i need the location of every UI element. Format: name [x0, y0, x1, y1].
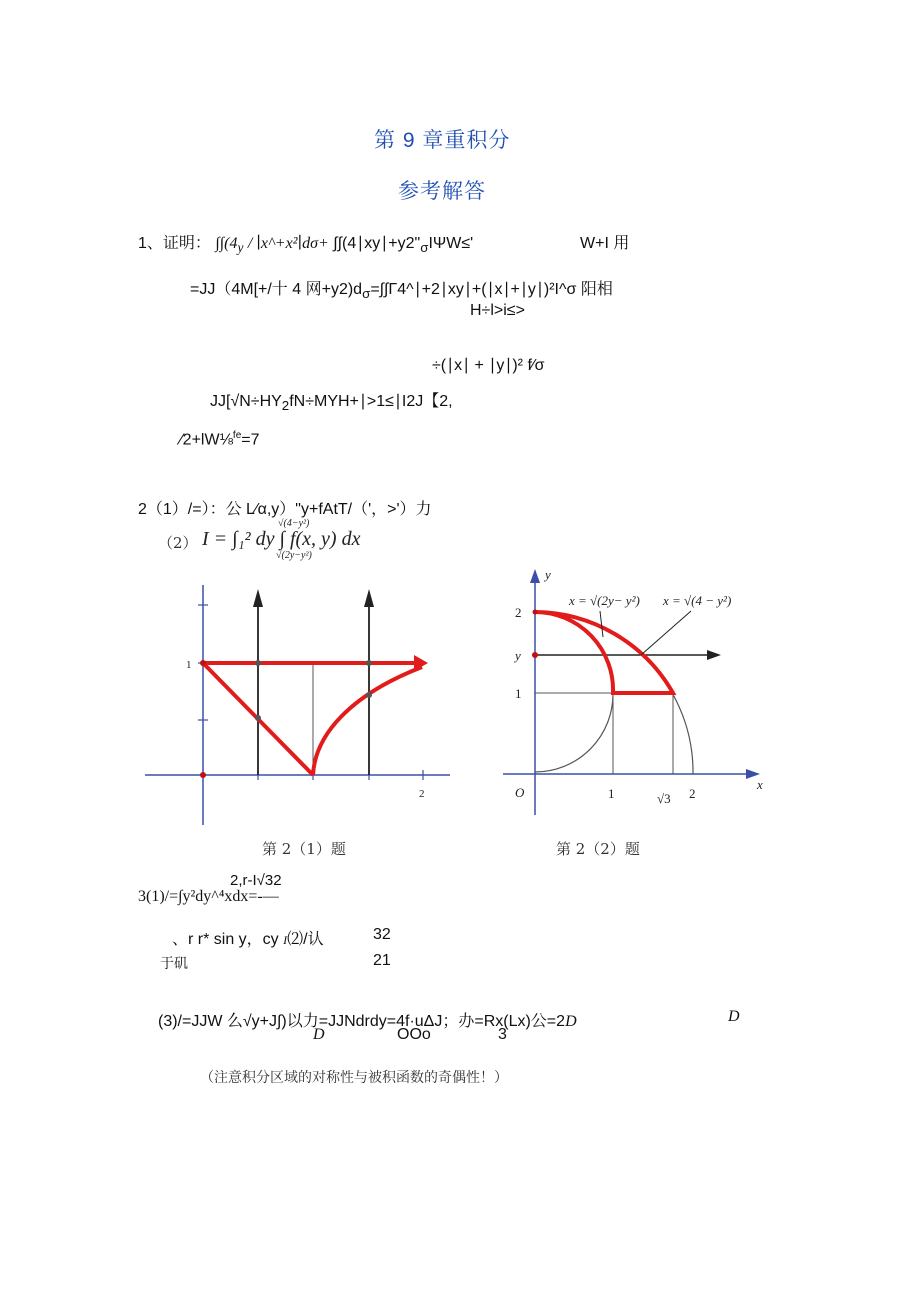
- problem1-number: 1、证明：: [138, 235, 211, 252]
- problem3-line5-ooo: OOo: [397, 1026, 431, 1043]
- fig2-axis-label-x: x: [757, 777, 763, 792]
- problem3-line5-D: D: [313, 1026, 325, 1043]
- fig1-arrow-head-left: [253, 589, 263, 607]
- fig2-pointer-2: [641, 611, 691, 655]
- fig2-y-axis-arrow: [530, 569, 540, 583]
- fig2-tick-x-sqrt3: √3: [657, 791, 671, 806]
- problem1-line6-b: =7: [241, 431, 260, 449]
- problem3-line3: 于矶: [160, 955, 188, 971]
- fig2-red-region: [535, 612, 673, 693]
- problem3-line2: [172, 926, 324, 949]
- fig1-dot: [366, 692, 372, 698]
- fig1-dot: [255, 715, 261, 721]
- problem3-line2-b: I: [283, 933, 288, 947]
- problem3-line5-3: 3: [498, 1026, 507, 1043]
- figure-2-1: [130, 575, 460, 835]
- fig1-arrow-head-right: [364, 589, 374, 607]
- fig2-tick-y-1: 1: [515, 686, 522, 701]
- fig1-tick-label-y1: 1: [186, 659, 192, 671]
- chapter-title: 第 9 章重积分: [374, 129, 511, 152]
- problem1-line3: H÷l>i≤>: [470, 302, 525, 319]
- problem3-line3-num: 21: [373, 952, 391, 969]
- fig1-dot: [366, 660, 372, 666]
- problem2-line2-label: （2）: [158, 534, 198, 552]
- problem2-formula-upper: √(4−y²): [278, 518, 310, 529]
- problem1-integral-a: ∫∫(4: [215, 235, 238, 252]
- problem3-note: （注意积分区域的对称性与被积函数的奇偶性！）: [200, 1070, 508, 1086]
- fig2-tick-x-2: 2: [689, 786, 696, 801]
- problem1-line5-b: fN÷MYH+∣>1≤∣I2J【2,: [289, 393, 453, 410]
- fig2-tick-y-2: 2: [515, 605, 522, 620]
- problem1-line6-sup: fe: [232, 430, 242, 441]
- problem1-line1: [138, 230, 473, 256]
- problem1-sub-y: y: [237, 240, 244, 256]
- fig1-tick-label-x2: 2: [419, 788, 425, 800]
- problem1-line5-a: JJ[√N÷HY: [210, 393, 282, 410]
- problem1-tail: IΨW≤': [428, 235, 474, 252]
- problem3-line2-a: 、r r* sin y，cy: [172, 931, 279, 948]
- problem1-line6-a: ∕2+lW⅛: [180, 431, 233, 449]
- problem1-line5-sub: 2: [281, 398, 290, 414]
- subtitle: 参考解答: [398, 180, 486, 203]
- fig1-dot: [200, 660, 206, 666]
- problem3-line4-D: D: [565, 1013, 577, 1030]
- fig2-y-line-arrow: [707, 650, 721, 660]
- fig2-dot-y: [532, 652, 538, 658]
- problem3-line1-sup: 2,r-I√32: [230, 872, 282, 889]
- problem3-line2-num: 32: [373, 926, 391, 943]
- fig2-axis-label-y: y: [545, 567, 551, 582]
- problem1-integral-b: ∫∫(4∣xy∣+y2": [333, 235, 421, 252]
- problem2-formula: I = ∫₁² dy ∫ f(x, y) dx: [202, 528, 361, 550]
- problem1-line2-a: =JJ（4M[+/十 4 网+y2)d: [190, 281, 363, 298]
- fig1-dot-origin: [200, 772, 206, 778]
- fig1-dot: [255, 660, 261, 666]
- problem1-line1-right: W+I 用: [580, 235, 630, 252]
- fig2-tick-x-1: 1: [608, 786, 615, 801]
- problem2-formula-lower: √(2y−y²): [276, 550, 312, 561]
- problem3-line4-text: (3)/=JJW 么√y+J∫)以力=JJNdrdy=4f·uΔJ；办=Rx(Lx)公=2: [158, 1013, 566, 1030]
- figure-2-2: [495, 565, 785, 820]
- problem1-line4: ÷(∣x∣ + ∣y∣)² f∕σ: [432, 357, 545, 374]
- problem3-line4-D-right: D: [728, 1008, 740, 1025]
- fig2-tick-y-y: y: [515, 648, 521, 663]
- fig2-dot-2: [533, 610, 538, 615]
- fig2-pointer-1: [600, 611, 603, 637]
- fig1-red-curve: [313, 667, 422, 775]
- problem3-line4: [158, 1008, 577, 1031]
- problem1-sub-sigma: σ: [420, 240, 429, 256]
- problem1-line2-sub: σ: [362, 286, 371, 302]
- problem3-line2-c: ⑵/认: [287, 931, 324, 948]
- fig2-curve-label-2: x = √(4 − y²): [663, 593, 732, 608]
- fig1-caption: 第 2（1）题: [262, 840, 346, 858]
- problem1-line5: [210, 388, 453, 413]
- fig2-inner-circle: [535, 612, 613, 772]
- problem1-integrand: / ∣x^+x²∣dσ+: [247, 235, 329, 252]
- problem1-line2-b: =∫∫Γ4^∣+2∣xy∣+(∣x∣+∣y∣)²I^σ 阳相: [370, 281, 613, 298]
- fig2-origin-label: O: [515, 785, 525, 800]
- problem2-line1: 2（1）/=）：公 L∕α,y）"y+fAtT/（'，>'）力: [138, 501, 432, 518]
- problem1-line2: [190, 276, 613, 301]
- fig2-caption: 第 2（2）题: [556, 840, 640, 858]
- fig2-curve-label-1: x = √(2y− y²): [569, 593, 640, 608]
- problem1-line6: [180, 430, 260, 449]
- problem3-line1: 3(1)/=∫y²dy^⁴xdx=-—: [138, 888, 279, 905]
